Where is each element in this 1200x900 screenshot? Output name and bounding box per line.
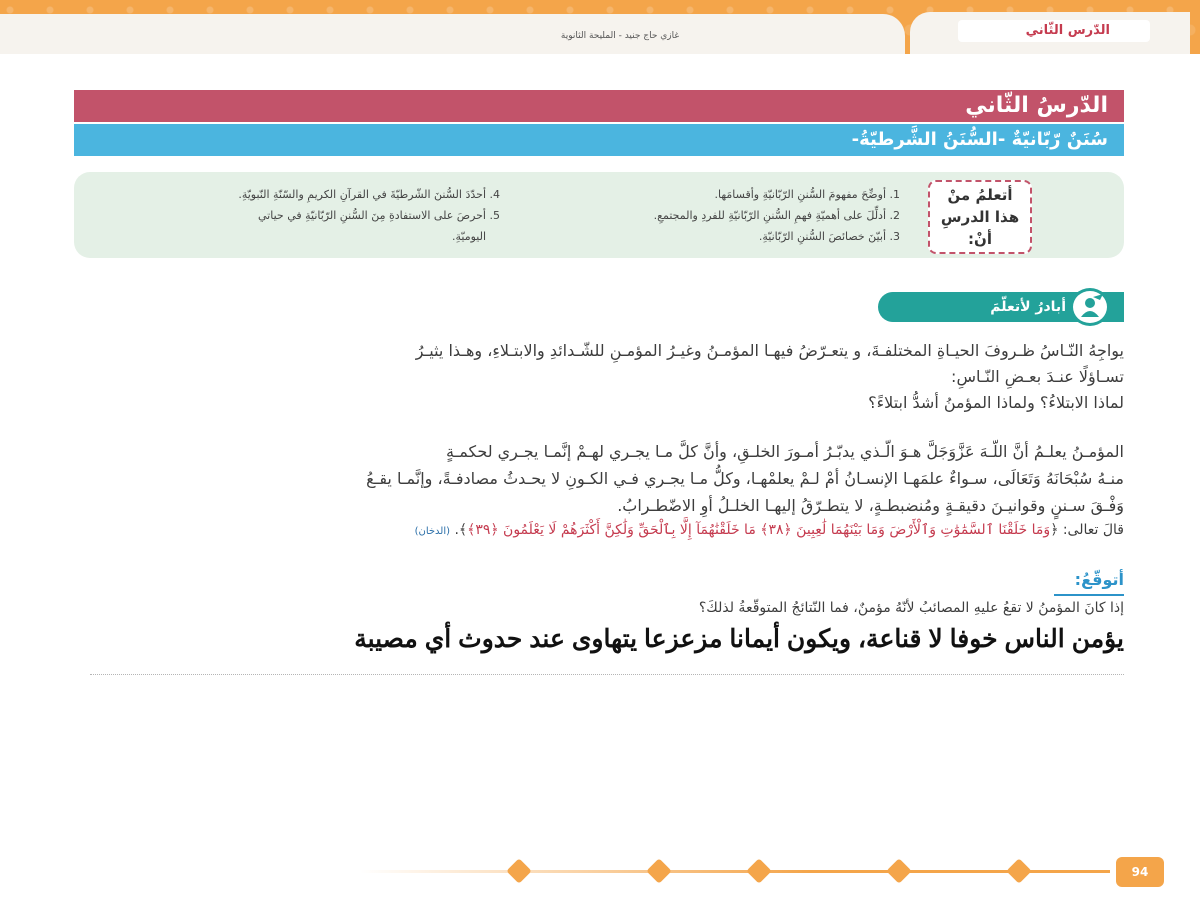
ornament-icon bbox=[1006, 858, 1031, 883]
objective-item: 2. أدلِّلَ على أهميّةِ فهمِ السُّننِ الرّبّانيّةِ للفردِ والمجتمعِ. bbox=[653, 209, 900, 222]
footer-line bbox=[360, 870, 1110, 873]
quote-surah: (الدخان) bbox=[414, 526, 451, 537]
expect-label: أتوقّعُ: bbox=[1054, 570, 1124, 596]
quote-suffix: ﴾. bbox=[454, 522, 468, 538]
ornament-icon bbox=[506, 858, 531, 883]
objectives-badge-line1: أتعلمُ منْ bbox=[947, 186, 1013, 204]
ornament-icon bbox=[646, 858, 671, 883]
start-section-label: أبادرُ لأتعلّمَ bbox=[990, 299, 1066, 315]
objective-item: 3. أبيّنَ خصائصَ السُّننِ الرّبّانيّةِ. bbox=[758, 230, 900, 243]
quran-quote bbox=[104, 522, 1124, 538]
objectives-badge-line2: هذا الدرسِ أنْ: bbox=[940, 208, 1020, 248]
paragraph-line: وَفْـقَ سـننٍ وقوانيـنَ دقيقـةٍ ومُنضبطـةٍ، لا يتطـرّقُ إليهـا الخلـلُ أوِ الاضّطـرابُ. bbox=[617, 496, 1124, 515]
answer-line bbox=[90, 674, 1124, 675]
learner-icon bbox=[1070, 288, 1110, 326]
intro-paragraph bbox=[74, 338, 1124, 416]
objectives-badge bbox=[928, 180, 1032, 254]
quote-ayah: وَمَا خَلَقْنَا ٱلسَّمَٰوَٰتِ وَٱلْأَرْضَ وَمَا بَيْنَهُمَا لَٰعِبِينَ ﴿٣٨﴾ مَا خَلَقْنَٰهُمَآ إِلَّا بِٱلْحَقِّ وَلَٰكِنَّ أَكْثَرَهُمْ لَا يَعْلَمُونَ ﴿٣٩﴾ bbox=[467, 522, 1051, 538]
belief-paragraph bbox=[74, 438, 1124, 519]
quote-prefix: قالَ تعالى: ﴿ bbox=[1050, 522, 1124, 538]
paragraph-line: يواجِهُ النّـاسُ ظـروفَ الحيـاةِ المختلفـةَ، و يتعـرّضُ فيهـا المؤمـنُ وغيـرُ المؤمـنِ للشّـدائدِ والابتـلاءِ، وهـذا يثيـرُ bbox=[415, 341, 1124, 360]
objective-item: 4. أحدّدَ السُّننَ الشّرطيّةَ في القرآنِ الكريمِ والسّنّةِ النّبويّةِ. bbox=[238, 188, 500, 201]
ornament-icon bbox=[746, 858, 771, 883]
objective-item: 1. أوضِّحَ مفهومَ السُّننِ الرّبّانيّةِ وأقسامَها. bbox=[714, 188, 900, 201]
header-strip bbox=[0, 14, 905, 54]
answer-text: يؤمن الناس خوفا لا قناعة، ويكون أيمانا مزعزعا يتهاوى عند حدوث أي مصيبة bbox=[354, 625, 1124, 653]
paragraph-line: تسـاؤلًا عنـدَ بعـضِ النّـاسِ: bbox=[951, 367, 1124, 386]
page-number: 94 bbox=[1116, 857, 1164, 887]
ornament-icon bbox=[886, 858, 911, 883]
lesson-title: الدّرسُ الثّاني bbox=[74, 90, 1124, 122]
expect-question: إذا كانَ المؤمنُ لا تقعُ عليهِ المصائبُ لأنّهُ مؤمنٌ، فما النّتائجُ المتوقّعةُ لذلكَ؟ bbox=[698, 600, 1124, 616]
paragraph-line: المؤمـنُ يعلـمُ أنَّ اللّـهَ عَزَّوَجَلَّ هـوَ الّـذي يدبّـرُ أمـورَ الخلـقِ، وأنَّ كلَّ مـا يجـري لهـمْ إنَّمـا يجـري لحكمـةٍ bbox=[446, 442, 1124, 461]
objective-item: 5. أحرصَ على الاستفادةِ مِنَ السُّننِ الرّبّانيّةِ في حياتي bbox=[258, 209, 500, 222]
paragraph-line: منـهُ سُبْحَانَهُ وَتَعَالَى، سـواءٌ علمَهـا الإنسـانُ أمْ لـمْ يعلمْهـا، وكلُّ مـا يجـري فـي الكـونِ لا يحـدثُ مصادفـةً، وإنَّمـا يقـعُ bbox=[366, 469, 1124, 488]
paragraph-line: لماذا الابتلاءُ؟ ولماذا المؤمنُ أشدُّ ابتلاءً؟ bbox=[868, 393, 1124, 412]
lesson-tab: الدّرس الثّاني bbox=[958, 20, 1150, 42]
objectives-list-left bbox=[100, 184, 500, 247]
lesson-subtitle: سُنَنٌ رّبّانيّةٌ -السُّنَنُ الشَّرطيّةُ- bbox=[74, 124, 1124, 156]
author-line: غازي حاج جنيد - المليحة الثانوية bbox=[560, 31, 680, 41]
objectives-list-right bbox=[560, 184, 900, 247]
objective-item: اليوميّةِ. bbox=[451, 230, 486, 243]
